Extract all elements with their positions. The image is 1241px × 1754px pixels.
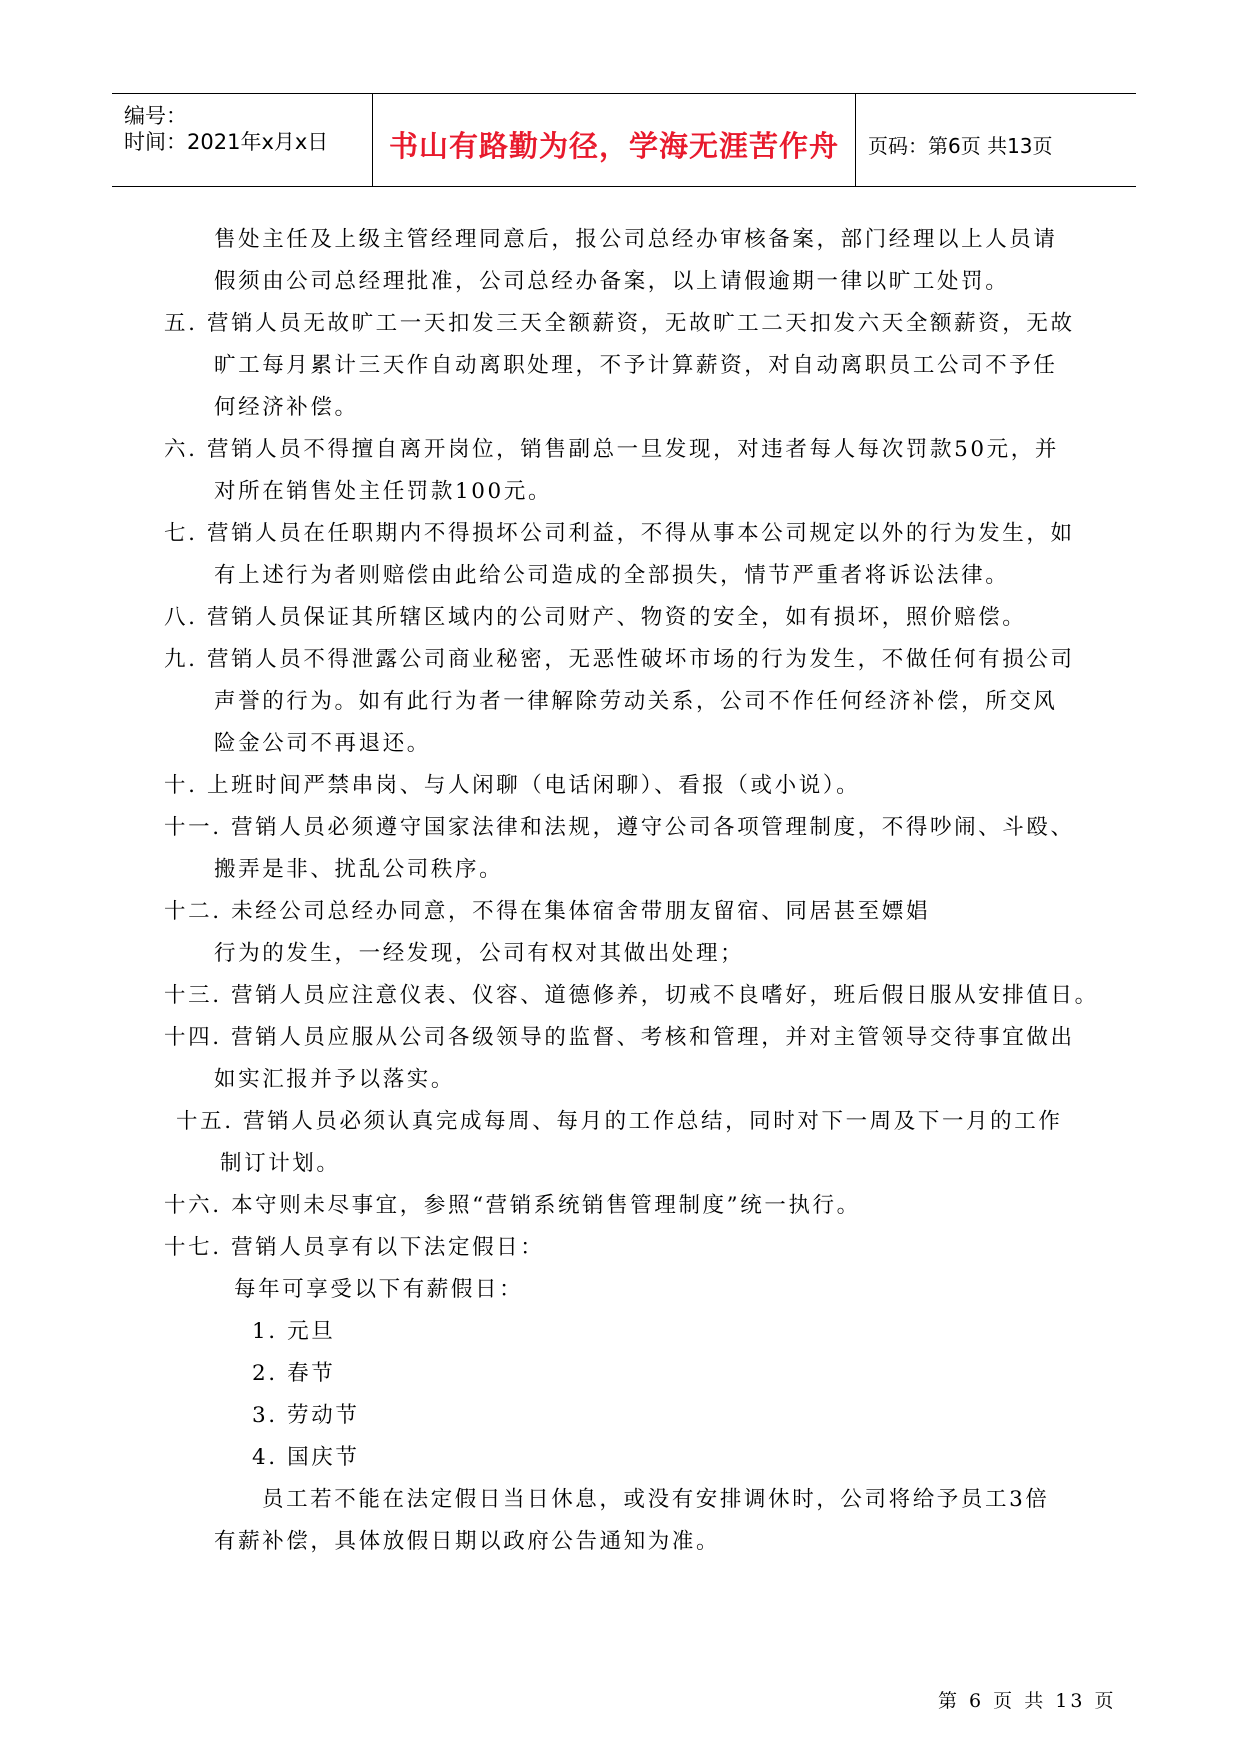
body-line: 旷工每月累计三天作自动离职处理，不予计算薪资，对自动离职员工公司不予任 bbox=[214, 353, 1058, 378]
body-line: 声誉的行为。如有此行为者一律解除劳动关系，公司不作任何经济补偿，所交风 bbox=[214, 689, 1058, 714]
header-motto-cell bbox=[373, 94, 856, 186]
body-line: 行为的发生，一经发现，公司有权对其做出处理； bbox=[214, 941, 745, 966]
list-item: 4. 国庆节 bbox=[252, 1445, 360, 1470]
body-line: 售处主任及上级主管经理同意后，报公司总经办审核备案，部门经理以上人员请 bbox=[214, 227, 1058, 252]
body-line: 十七. 营销人员享有以下法定假日： bbox=[164, 1235, 545, 1260]
header-motto: 书山有路勤为径，学海无涯苦作舟 bbox=[388, 129, 839, 163]
body-line: 制订计划。 bbox=[220, 1151, 341, 1176]
page-header bbox=[112, 93, 1136, 187]
header-page-info: 页码：第6页 共13页 bbox=[868, 134, 1053, 158]
body-line: 十四. 营销人员应服从公司各级领导的监督、考核和管理，并对主管领导交待事宜做出 bbox=[164, 1025, 1075, 1050]
body-line: 员工若不能在法定假日当日休息，或没有安排调休时，公司将给予员工3倍 bbox=[262, 1487, 1050, 1512]
page-footer: 第 6 页 共 13 页 bbox=[938, 1690, 1117, 1712]
body-line: 九. 营销人员不得泄露公司商业秘密，无恶性破坏市场的行为发生，不做任何有损公司 bbox=[164, 647, 1075, 672]
body-line: 何经济补偿。 bbox=[214, 395, 359, 420]
body-line: 十六. 本守则未尽事宜，参照“营销系统销售管理制度”统一执行。 bbox=[164, 1193, 861, 1218]
body-line: 如实汇报并予以落实。 bbox=[214, 1067, 456, 1092]
list-item: 2. 春节 bbox=[252, 1361, 336, 1386]
body-line: 五. 营销人员无故旷工一天扣发三天全额薪资，无故旷工二天扣发六天全额薪资，无故 bbox=[164, 311, 1075, 336]
body-line: 十一. 营销人员必须遵守国家法律和法规，遵守公司各项管理制度，不得吵闹、斗殴、 bbox=[164, 815, 1075, 840]
body-line: 六. 营销人员不得擅自离开岗位，销售副总一旦发现，对违者每人每次罚款50元，并 bbox=[164, 437, 1059, 462]
body-line: 十. 上班时间严禁串岗、与人闲聊（电话闲聊）、看报（或小说）。 bbox=[164, 773, 861, 798]
header-meta-cell bbox=[112, 94, 373, 186]
body-line: 十五. 营销人员必须认真完成每周、每月的工作总结，同时对下一周及下一月的工作 bbox=[176, 1109, 1063, 1134]
body-line: 七. 营销人员在任职期内不得损坏公司利益，不得从事本公司规定以外的行为发生，如 bbox=[164, 521, 1075, 546]
document-number-label: 编号： bbox=[124, 104, 187, 128]
body-line: 每年可享受以下有薪假日： bbox=[234, 1277, 524, 1302]
body-line: 有薪补偿，具体放假日期以政府公告通知为准。 bbox=[214, 1529, 721, 1554]
body-line: 对所在销售处主任罚款100元。 bbox=[214, 479, 553, 504]
body-line: 险金公司不再退还。 bbox=[214, 731, 431, 756]
body-line: 十三. 营销人员应注意仪表、仪容、道德修养，切戒不良嗜好，班后假日服从安排值日。 bbox=[164, 983, 1099, 1008]
body-line: 十二. 未经公司总经办同意，不得在集体宿舍带朋友留宿、同居甚至嫖娼 bbox=[164, 899, 930, 924]
body-line: 有上述行为者则赔偿由此给公司造成的全部损失，情节严重者将诉讼法律。 bbox=[214, 563, 1010, 588]
list-item: 1. 元旦 bbox=[252, 1319, 336, 1344]
body-line: 假须由公司总经理批准，公司总经办备案，以上请假逾期一律以旷工处罚。 bbox=[214, 269, 1010, 294]
body-line: 搬弄是非、扰乱公司秩序。 bbox=[214, 857, 504, 882]
list-item: 3. 劳动节 bbox=[252, 1403, 360, 1428]
header-page-cell bbox=[856, 94, 1136, 186]
body-line: 八. 营销人员保证其所辖区域内的公司财产、物资的安全，如有损坏，照价赔偿。 bbox=[164, 605, 1027, 630]
document-date: 时间：2021年x月x日 bbox=[124, 130, 329, 154]
